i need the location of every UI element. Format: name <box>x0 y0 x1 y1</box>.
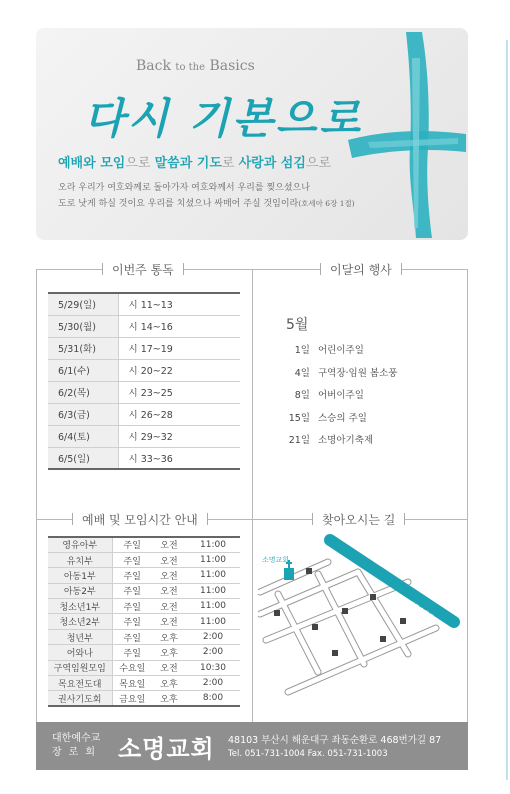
table-row: 5/29(일) 시 11~13 <box>48 293 240 315</box>
list-item: 21일 소명아기축제 <box>288 435 374 447</box>
table-row: 영유아부 주일 오전 11:00 <box>48 537 240 552</box>
map-section-title: 찾아오시는 길 <box>312 511 405 528</box>
table-row: 6/3(금) 시 26~28 <box>48 403 240 425</box>
table-row: 목요전도대 목요일 오후 2:00 <box>48 676 240 691</box>
worship-times-table <box>48 536 240 707</box>
table-row: 아동2부 주일 오전 11:00 <box>48 583 240 598</box>
table-row: 어와나 주일 오후 2:00 <box>48 645 240 660</box>
table-row: 청소년2부 주일 오전 11:00 <box>48 614 240 629</box>
table-row: 5/31(화) 시 17~19 <box>48 337 240 359</box>
reading-section-title: 이번주 통독 <box>102 261 184 278</box>
events-list <box>278 338 397 451</box>
reading-table <box>48 292 240 470</box>
table-row: 6/5(일) 시 33~36 <box>48 447 240 469</box>
table-row: 구역임원모임 수요일 오전 10:30 <box>48 660 240 675</box>
table-row: 청년부 주일 오후 2:00 <box>48 629 240 644</box>
table-row: 청소년1부 주일 오전 11:00 <box>48 599 240 614</box>
table-row: 6/2(목) 시 23~25 <box>48 381 240 403</box>
list-item: 8일 어버이주일 <box>294 390 364 402</box>
right-edge-rule <box>506 40 508 780</box>
brush-cross-icon <box>328 28 468 240</box>
table-row: 유치부 주일 오전 11:00 <box>48 552 240 567</box>
banner-hero-title: 다시 기본으로 <box>84 94 364 143</box>
events-month: 5월 <box>286 317 309 333</box>
location-map <box>258 532 464 716</box>
footer-denomination: 대한예수교 장로회 <box>52 733 102 758</box>
footer-church-name: 소명교회 <box>118 735 215 763</box>
svg-text:소명교회: 소명교회 <box>262 556 290 564</box>
list-item: 4일 구역장·임원 봄소풍 <box>294 367 398 379</box>
table-row: 6/1(수) 시 20~22 <box>48 359 240 381</box>
table-row: 아동1부 주일 오전 11:00 <box>48 568 240 583</box>
theme-banner <box>36 28 468 240</box>
events-section-title: 이달의 행사 <box>320 261 402 278</box>
church-footer <box>36 722 468 770</box>
banner-verse: 오라 우리가 여호와께로 돌아가자 여호와께서 우리를 찢으셨으나 도로 낫게 하실 것이요 우리를 치셨으나 싸매어 주실 것임이라(호세아 6장 1절) <box>58 183 355 209</box>
banner-subline: 예배와 모임으로 말씀과 기도로 사랑과 섬김으로 <box>58 156 332 171</box>
banner-tagline: Back to the Basics <box>136 58 255 74</box>
footer-contact: Tel. 051-731-1004 Fax. 051-731-1003 <box>228 749 388 759</box>
table-row: 권사기도회 금요일 오후 8:00 <box>48 691 240 706</box>
list-item: 15일 스승의 주일 <box>288 412 367 424</box>
church-marker <box>262 555 294 580</box>
times-section-title: 예배 및 모임시간 안내 <box>72 511 208 528</box>
table-row: 5/30(월) 시 14~16 <box>48 315 240 337</box>
list-item: 1일 어린이주일 <box>294 345 364 357</box>
svg-text:좌동순환로: 좌동순환로 <box>406 599 436 622</box>
footer-address: 48103 부산시 해운대구 좌동순환로 468번가길 87 <box>228 735 442 746</box>
table-row: 6/4(토) 시 29~32 <box>48 425 240 447</box>
